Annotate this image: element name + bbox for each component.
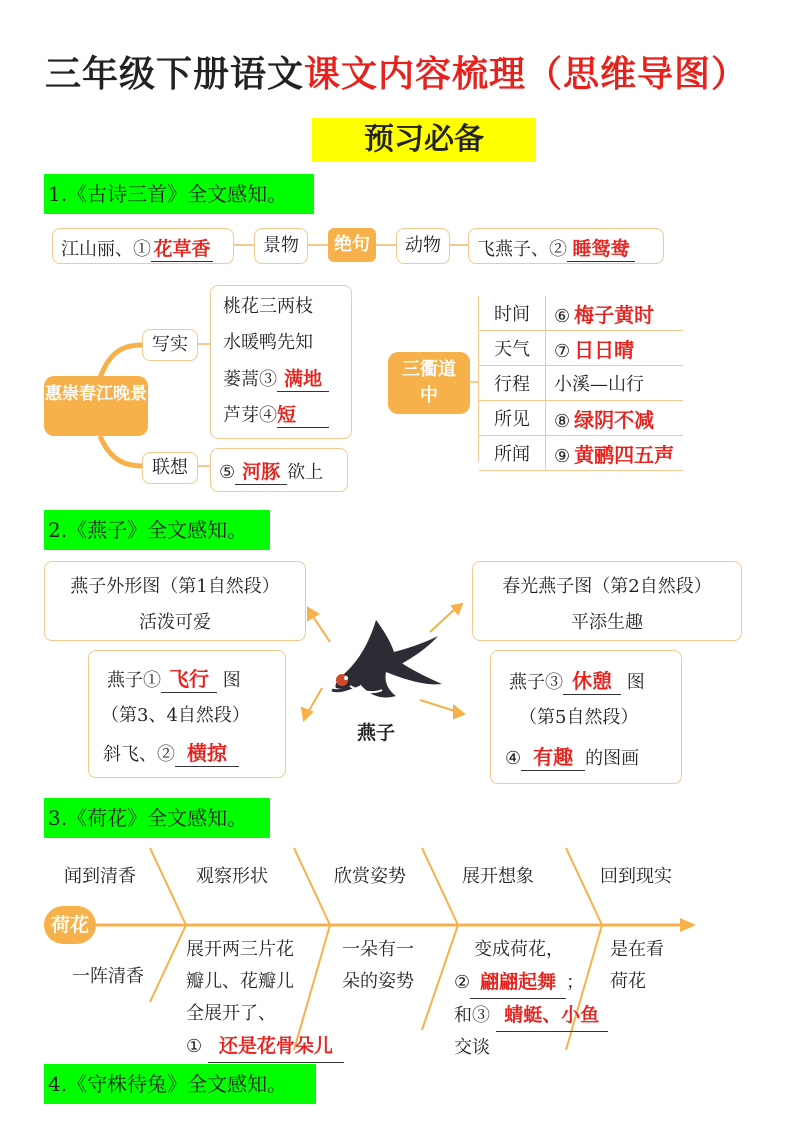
info-row-label: 天气 (479, 331, 546, 366)
poem-line-4: 芦芽④ (223, 405, 277, 426)
swallow-box4-line2: （第5自然段） (519, 707, 639, 728)
imagine-prefix: ⑤ (219, 462, 236, 483)
swallow-answer-1: 飞行 (161, 663, 217, 693)
swallow-box1-line2: 活泼可爱 (139, 612, 211, 633)
animals-box: 动物 (396, 228, 450, 264)
imagine-suffix: 欲上 (287, 462, 324, 483)
realistic-box: 写实 (142, 329, 198, 361)
swallow-box-3 (472, 561, 742, 641)
swallow-box4-post: 图 (626, 672, 645, 693)
info-row-num: ⑧ (554, 410, 571, 432)
lotus-b2-line2: 瓣儿、花瓣儿 (186, 971, 294, 992)
info-row-label: 行程 (479, 366, 546, 401)
title-red: 课文内容梳理（思维导图） (304, 54, 749, 95)
hub-sanqu: 三衢道中 (388, 352, 470, 414)
info-row-label: 所闻 (479, 436, 546, 471)
title-black: 三年级下册语文 (44, 54, 304, 95)
lotus-b4-line1: 变成荷花， (474, 939, 564, 960)
swallow-box3-line1: 春光燕子图（第2自然段） (502, 576, 712, 597)
lotus-top-3: 欣赏姿势 (334, 866, 406, 887)
lotus-b4-pre2: 和③ (454, 1005, 490, 1026)
lotus-b2-line1: 展开两三片花 (186, 939, 294, 960)
lotus-b3 (342, 934, 414, 998)
section-3-label: 3.《荷花》全文感知。 (44, 798, 270, 838)
swallow-answer-2: 横掠 (175, 737, 239, 767)
swallow-answer-3: 休憩 (563, 665, 621, 695)
lotus-b5-line2: 荷花 (610, 971, 646, 992)
swallow-box3-line2: 平添生趣 (571, 612, 643, 633)
info-row-answer: 梅子黄时 (574, 302, 655, 327)
lotus-b3-line1: 一朵有一 (342, 939, 414, 960)
lotus-b5 (610, 934, 664, 998)
swallow-box1-line1: 燕子外形图（第1自然段） (70, 576, 280, 597)
subtitle-highlight: 预习必备 (312, 118, 536, 162)
info-row-num: ⑦ (554, 340, 571, 362)
lotus-b2-line3: 全展开了、 (186, 1003, 276, 1024)
lotus-answer-1: 还是花骨朵儿 (208, 1030, 344, 1063)
jueju-node: 绝句 (328, 228, 376, 262)
lotus-b4-post: ； (566, 972, 585, 993)
poem-answer-2: 睡鸳鸯 (567, 234, 635, 262)
imagine-box: 联想 (142, 452, 198, 484)
lotus-b4-pre: ② (454, 972, 471, 993)
info-row-answer: 黄鹂四五声 (574, 442, 675, 467)
poem-answer-4: 短 (277, 400, 329, 428)
lotus-b2 (186, 934, 344, 1063)
poem-answer-1: 花草香 (151, 234, 213, 262)
lotus-answer-2: 翩翩起舞 (470, 966, 566, 999)
lotus-answer-3: 蜻蜓、小鱼 (496, 999, 608, 1032)
lotus-top-2: 观察形状 (196, 866, 268, 887)
poem-line-3: 蒌蒿③ (223, 369, 277, 390)
info-row-num: ⑥ (554, 305, 571, 327)
info-row-answer: 日日晴 (574, 337, 635, 362)
swallow-box2-pre: 燕子① (107, 670, 161, 691)
lotus-b4-line4: 交谈 (454, 1037, 490, 1058)
lotus-b3-line2: 朵的姿势 (342, 971, 414, 992)
poem-left-text: 江山丽、① (61, 239, 151, 260)
lotus-b4 (454, 934, 608, 1064)
section-2-label: 2.《燕子》全文感知。 (44, 510, 270, 550)
poem-answer-5: 河豚 (235, 457, 287, 485)
hub-huichong: 惠崇春江晚景 (44, 376, 148, 436)
info-row-answer: 小溪—山行 (554, 374, 644, 395)
info-row-label: 时间 (479, 296, 546, 331)
lotus-top-1: 闻到清香 (64, 866, 136, 887)
lotus-top-4: 展开想象 (462, 866, 534, 887)
lotus-b1: 一阵清香 (72, 966, 144, 987)
lotus-top-5: 回到现实 (600, 866, 672, 887)
swallow-box2-line3-pre: 斜飞、② (103, 744, 175, 765)
swallow-box4-line3-post: 的图画 (585, 748, 640, 769)
poem-answer-3: 满地 (277, 364, 329, 392)
lotus-hub: 荷花 (44, 906, 96, 944)
swallow-answer-4: 有趣 (521, 741, 585, 771)
lotus-b5-line1: 是在看 (610, 939, 664, 960)
swallow-box2-post: 图 (222, 670, 241, 691)
swallow-box4-line3-pre: ④ (505, 748, 522, 769)
info-row-label: 所见 (479, 401, 546, 436)
lotus-b2-pre: ① (186, 1036, 203, 1057)
swallow-box4-pre: 燕子③ (509, 672, 563, 693)
info-row-answer: 绿阴不减 (574, 407, 655, 432)
swallow-box-4 (490, 650, 682, 784)
poem-line-2: 水暖鸭先知 (223, 332, 313, 353)
poem-right-text: 飞燕子、② (477, 239, 567, 260)
section-1-label: 1.《古诗三首》全文感知。 (44, 174, 314, 214)
info-row-num: ⑨ (554, 445, 571, 467)
scenery-box: 景物 (254, 228, 308, 264)
swallow-label: 燕子 (356, 722, 395, 744)
poem-line-1: 桃花三两枝 (223, 296, 313, 317)
section-4-label: 4.《守株待兔》全文感知。 (44, 1064, 316, 1104)
swallow-box2-line2: （第3、4自然段） (101, 705, 250, 726)
